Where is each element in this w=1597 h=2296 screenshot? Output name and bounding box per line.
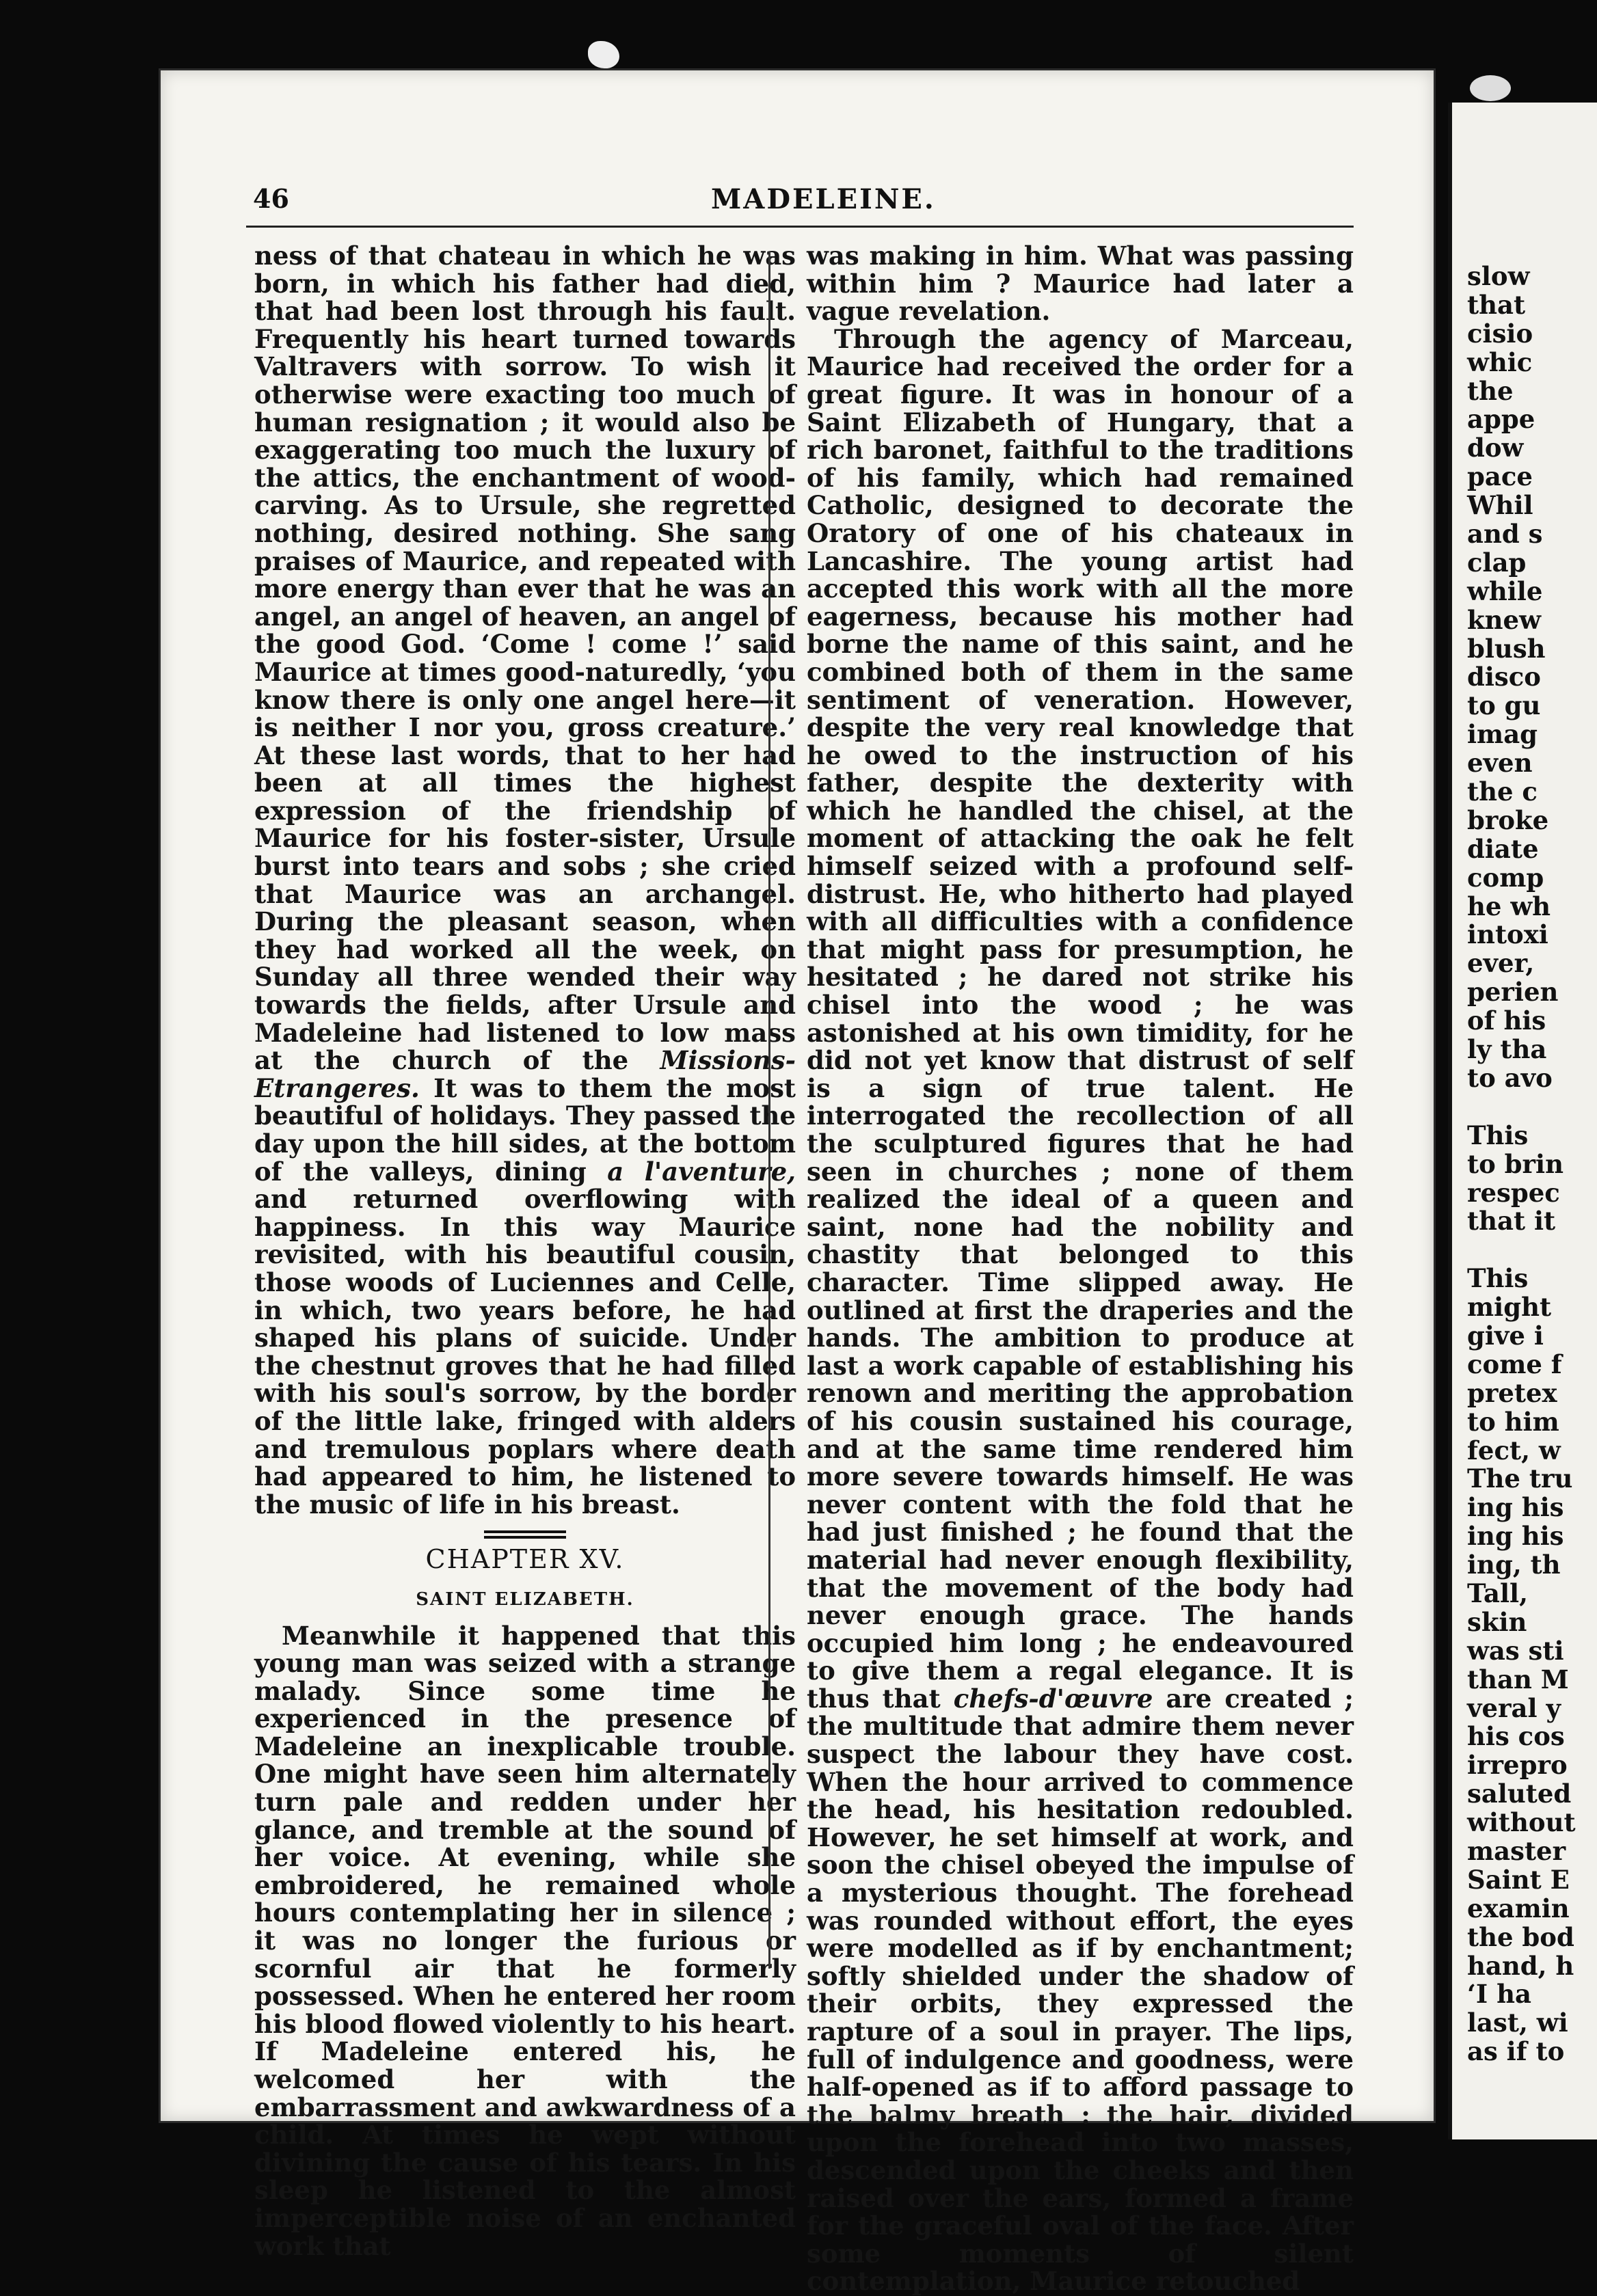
adjacent-page-line: perien [1467,977,1559,1008]
page-number: 46 [253,183,289,214]
adjacent-page-line: master [1467,1835,1566,1866]
adjacent-page-line: Whil [1467,490,1533,521]
adjacent-page-line [1467,1236,1597,1265]
adjacent-page-line: and s [1467,519,1543,550]
adjacent-page-line: appe [1467,404,1535,435]
running-head: MADELEINE. [711,183,936,215]
adjacent-page-line: Tall, [1467,1578,1528,1608]
adjacent-page-line: might [1467,1292,1552,1323]
adjacent-page-line: imag [1467,719,1538,750]
adjacent-page-line: even [1467,748,1533,779]
chapter-ornament [484,1530,566,1539]
adjacent-page-line: intoxi [1467,919,1548,950]
adjacent-page-line: dow [1467,433,1524,463]
paragraph [807,325,1354,2295]
adjacent-page-line: ing his [1467,1521,1564,1552]
adjacent-page-line: to gu [1467,690,1541,721]
adjacent-page-line: saluted [1467,1779,1572,1809]
adjacent-page-line: without [1467,1807,1576,1838]
paragraph-text: ness of that chateau in which he was born, in which his father had died, that had been lost through his fault. Frequently his heart turned towards Valtravers with sorrow. To wish it otherwise were exacting too much of human resignation ; it would also be exaggerating too much the luxury of the attics, the enchantment of wood-carving. As to Ursule, she regretted nothing, desired nothing. She sang praises of Maurice, and repeated with more energy than ever that he was an angel, an angel of heaven, an angel of the good God. ‘Come ! come !’ said Maurice at times good-naturedly, ‘you know there is only one angel here—it is neither I nor you, gross creature.’ At these last words, that to her had been at all times the highest expression of the friendship of Maurice for his foster-sister, Ursule burst into tears and sobs ; she cried that Maurice was an archangel. During the pleasant season, when they had worked all the week, on Sunday all three wended their way towards the fields, after Ursule and Madeleine had listened to low mass at the church of the [254,241,796,1076]
adjacent-page-line: knew [1467,604,1541,635]
adjacent-page-line: pace [1467,461,1533,492]
adjacent-page-text [1467,262,1597,2066]
adjacent-page-line: of his [1467,1005,1546,1036]
adjacent-page-line: ‘I ha [1467,1979,1531,2010]
adjacent-page-line: slow [1467,261,1530,291]
adjacent-page-line: clap [1467,547,1527,578]
adjacent-page-line: The tru [1467,1463,1573,1494]
scan-speck [588,41,619,68]
adjacent-page-line: that [1467,289,1526,320]
adjacent-page-line: diate [1467,833,1539,864]
italic-phrase: Missions-Etrangeres. [254,1045,796,1103]
adjacent-page-line: skin [1467,1606,1527,1637]
adjacent-page-line: Saint E [1467,1864,1570,1895]
adjacent-page-line: broke [1467,805,1549,835]
paragraph: Meanwhile it happened that this young man was seized with a strange malady. Since some time he experienced in the presence of Madeleine an inexplicable trouble. One might have seen him alternately turn pale and redden under her glance, and tremble at the sound of her voice. At evening, while she embroidered, he remained whole hours contemplating her in silence ; it was no longer the furious or scornful air that he formerly possessed. When he entered her room his blood flowed violently to his heart. If Madeleine entered his, he welcomed her with the embarrassment and awkwardness of a child. At times he wept without divining the cause of his tears. In his sleep he listened to the almost imperceptible noise of an enchanted work that [254,1620,796,2261]
adjacent-page-line: the [1467,375,1514,406]
adjacent-page-line: veral y [1467,1692,1561,1723]
adjacent-page-line: was sti [1467,1635,1564,1666]
adjacent-page-line: respec [1467,1177,1560,1208]
paragraph-text: are created ; the multitude that admire them never suspect the labour they have cost. When the hour arrived to commence the head, his hesitation redoubled. However, he set himself at work, and soon the chisel obeyed the impulse of a mysterious thought. The forehead was rounded without effort, the eyes were modelled as if by enchantment; softly shielded under the shadow of their orbits, they expressed the rapture of a soul in prayer. The lips, full of indulgence and goodness, were half-opened as if to afford passage to the balmy breath : the hair, divided upon the forehead into two masses, descended upon the cheeks and then raised over the ears, formed a frame for the graceful oval of the face. After some moments of silent contemplation, Maurice retouched [807,1683,1354,2296]
adjacent-page-line: to avo [1467,1062,1553,1093]
adjacent-page-line: This [1467,1120,1529,1150]
adjacent-page-line: cisio [1467,318,1533,349]
adjacent-page-line: the bod [1467,1921,1574,1952]
adjacent-page-line: he wh [1467,891,1551,921]
adjacent-page-line: than M [1467,1664,1569,1694]
adjacent-page-line: that it [1467,1206,1556,1237]
left-column [254,242,796,2260]
adjacent-page-line [1467,1093,1597,1122]
adjacent-page-line: to him [1467,1406,1559,1437]
adjacent-page-line: examin [1467,1893,1570,1923]
adjacent-page-line: This [1467,1263,1529,1294]
paragraph [254,242,796,1518]
paragraph: was making in him. What was passing within him ? Maurice had later a vague revelation. [807,241,1354,327]
adjacent-page-line: give i [1467,1320,1544,1351]
adjacent-page-line: comp [1467,862,1544,893]
adjacent-page-line: while [1467,576,1543,606]
adjacent-page-line: to brin [1467,1148,1564,1179]
adjacent-page-line: come f [1467,1349,1562,1379]
adjacent-page-line: fect, w [1467,1435,1561,1466]
column-divider [768,252,770,1969]
adjacent-page-line: whic [1467,347,1533,377]
adjacent-page-line: ever, [1467,948,1535,979]
adjacent-page-line: hand, h [1467,1950,1574,1981]
adjacent-page-line: disco [1467,662,1541,692]
header-rule [246,226,1354,228]
adjacent-page [1448,103,1597,2139]
adjacent-page-line: ing his [1467,1492,1564,1523]
adjacent-page-line: blush [1467,633,1546,664]
adjacent-page-line: his cos [1467,1721,1565,1752]
adjacent-page-line: as if to [1467,2036,1565,2067]
paragraph-text: and returned overflowing with happiness. In this way Maurice revisited, with his beautiful cousin, those woods of Luciennes and Celle, in which, two years before, he had shaped his plans of suicide. Under the chestnut groves that he had filled with his soul's sorrow, by the border of the little lake, fringed with alders and tremulous poplars where death had appeared to him, he listened to the music of life in his breast. [254,1184,796,1520]
adjacent-page-line: irrepro [1467,1750,1568,1781]
adjacent-page-line: the c [1467,776,1538,807]
italic-phrase: a l'aventure, [607,1156,796,1187]
right-column [807,242,1354,2295]
paragraph-text: It was to them the most beautiful of holidays. They passed the day upon the hill sides, at the bottom of the valleys, dining [254,1072,796,1187]
adjacent-page-line: last, wi [1467,2008,1568,2038]
adjacent-page-line: pretex [1467,1377,1557,1408]
scan-speck [1470,75,1511,101]
paragraph-text: Through the agency of Marceau, Maurice had received the order for a great figure. It was in honour of a Saint Elizabeth of Hungary, that a rich baronet, faithful to the traditions of his family, which had remained Catholic, designed to decorate the Oratory of one of his chateaux in Lancashire. The young artist had accepted this work with all the more eagerness, because his mother had borne the name of this saint, and he combined both of them in the same sentiment of veneration. However, despite the very real knowledge that he owed to the instruction of his father, despite the dexterity with which he handled the chisel, at the moment of attacking the oak he felt himself seized with a profound self-distrust. He, who hitherto had played with all difficulties with a confidence that might pass for presumption, he hesitated ; he dared not strike his chisel into the wood ; he was astonished at his own timidity, for he did not yet know that distrust of self is a sign of true talent. He interrogated the recollection of all the sculptured figures that he had seen in churches ; none of them realized the ideal of a queen and saint, none had the nobility and chastity that belonged to this character. Time slipped away. He outlined at first the draperies and the hands. The ambition to produce at last a work capable of establishing his renown and meriting the approbation of his cousin sustained his courage, and at the same time rendered him more severe towards himself. He was never content with the fold that he had just finished ; he found that the material had never enough flexibility, that the movement of the body had never enough grace. The hands occupied him long ; he endeavoured to give them a regal elegance. It is thus that [807,323,1354,1714]
chapter-title: CHAPTER XV. [425,1544,625,1575]
adjacent-page-line: ly tha [1467,1034,1547,1065]
chapter-subtitle: SAINT ELIZABETH. [416,1589,634,1610]
adjacent-page-line: ing, th [1467,1550,1561,1580]
italic-phrase: chefs-d'œuvre [953,1683,1153,1714]
